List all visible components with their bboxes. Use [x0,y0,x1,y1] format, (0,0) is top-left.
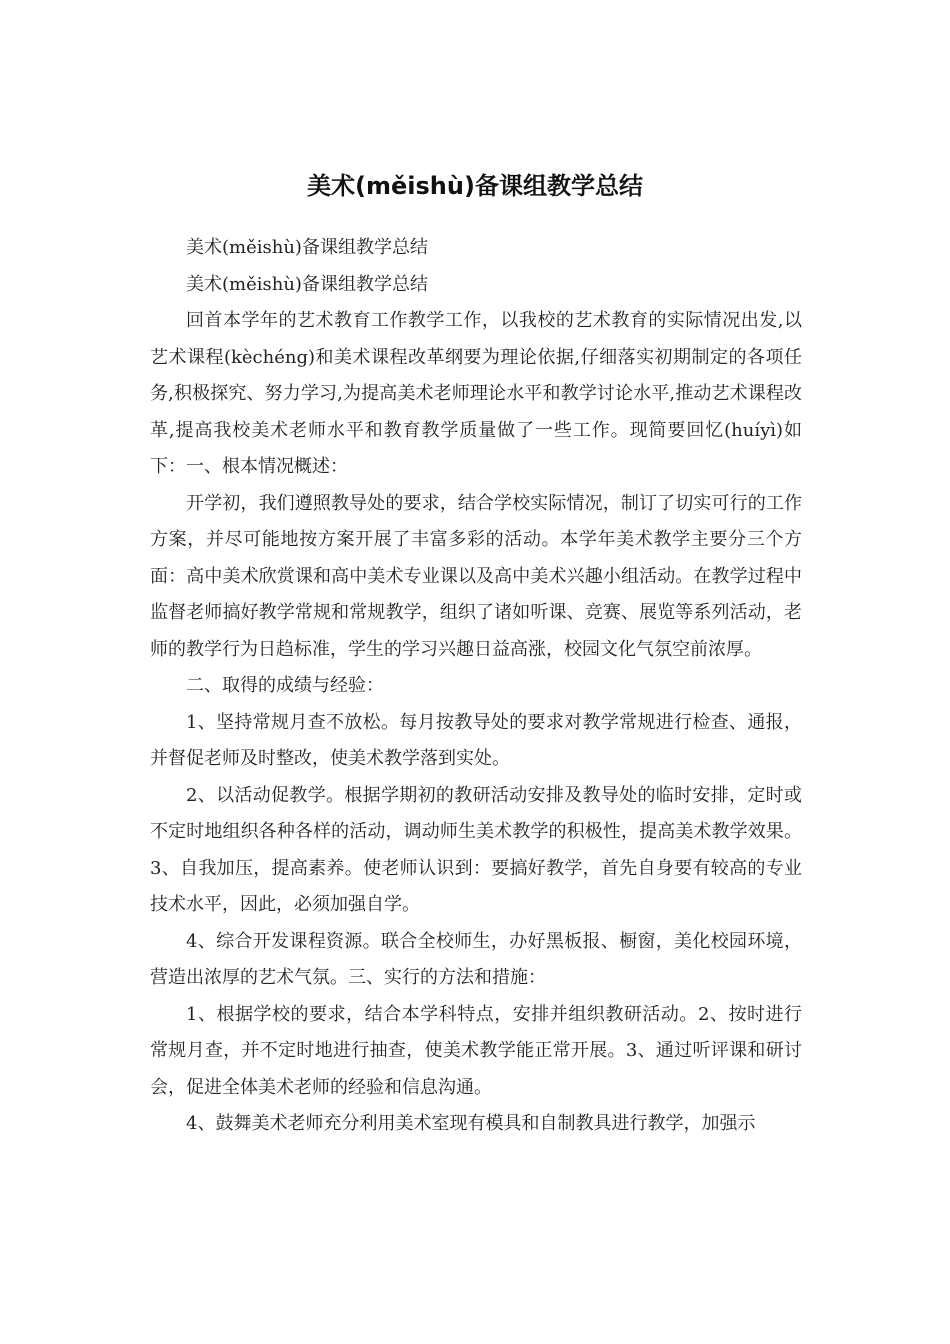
paragraph: 1、坚持常规月查不放松。每月按教导处的要求对教学常规进行检查、通报，并督促老师及时整改，使美术教学落到实处。 [150,711,802,769]
paragraph: 开学初，我们遵照教导处的要求，结合学校实际情况，制订了切实可行的工作方案，并尽可能地按方案开展了丰富多彩的活动。本学年美术教学主要分三个方面：高中美术欣赏课和高中美术专业课以及高中美术兴趣小组活动。在教学过程中监督老师搞好教学常规和常规教学，组织了诸如听课、竞赛、展览等系列活动，老师的教学行为日趋标准，学生的学习兴趣日益高涨，校园文化气氛空前浓厚。 [150,492,802,660]
paragraph: 2、以活动促教学。根据学期初的教研活动安排及教导处的临时安排，定时或不定时地组织各种各样的活动，调动师生美术教学的积极性，提高美术教学效果。3、自我加压，提高素养。使老师认识到：要搞好教学，首先自身要有较高的专业技术水平，因此，必须加强自学。 [150,784,802,915]
paragraph: 美术(měishù)备课组教学总结 [186,237,428,258]
document-title: 美术(měishù)备课组教学总结 [307,172,643,201]
paragraph: 1、根据学校的要求，结合本学科特点，安排并组织教研活动。2、按时进行常规月查，并不定时地进行抽查，使美术教学能正常开展。3、通过听评课和研讨会，促进全体美术老师的经验和信息沟通。 [150,1003,802,1098]
paragraph: 4、综合开发课程资源。联合全校师生，办好黑板报、橱窗，美化校园环境，营造出浓厚的艺术气氛。三、实行的方法和措施： [150,930,802,988]
paragraph: 回首本学年的艺术教育工作教学工作，以我校的艺术教育的实际情况出发,以艺术课程(kèchéng)和美术课程改革纲要为理论依据,仔细落实初期制定的各项任务,积极探究、努力学习,为提高美术老师理论水平和教学讨论水平,推动艺术课程改革,提高我校美术老师水平和教育教学质量做了一些工作。现简要回忆(huíyì)如下：一、根本情况概述： [150,310,802,477]
paragraph: 二、取得的成绩与经验： [186,675,384,696]
document-body [150,230,802,1143]
paragraph: 美术(měishù)备课组教学总结 [186,273,428,295]
paragraph: 4、鼓舞美术老师充分利用美术室现有模具和自制教具进行教学，加强示 [186,1113,756,1134]
